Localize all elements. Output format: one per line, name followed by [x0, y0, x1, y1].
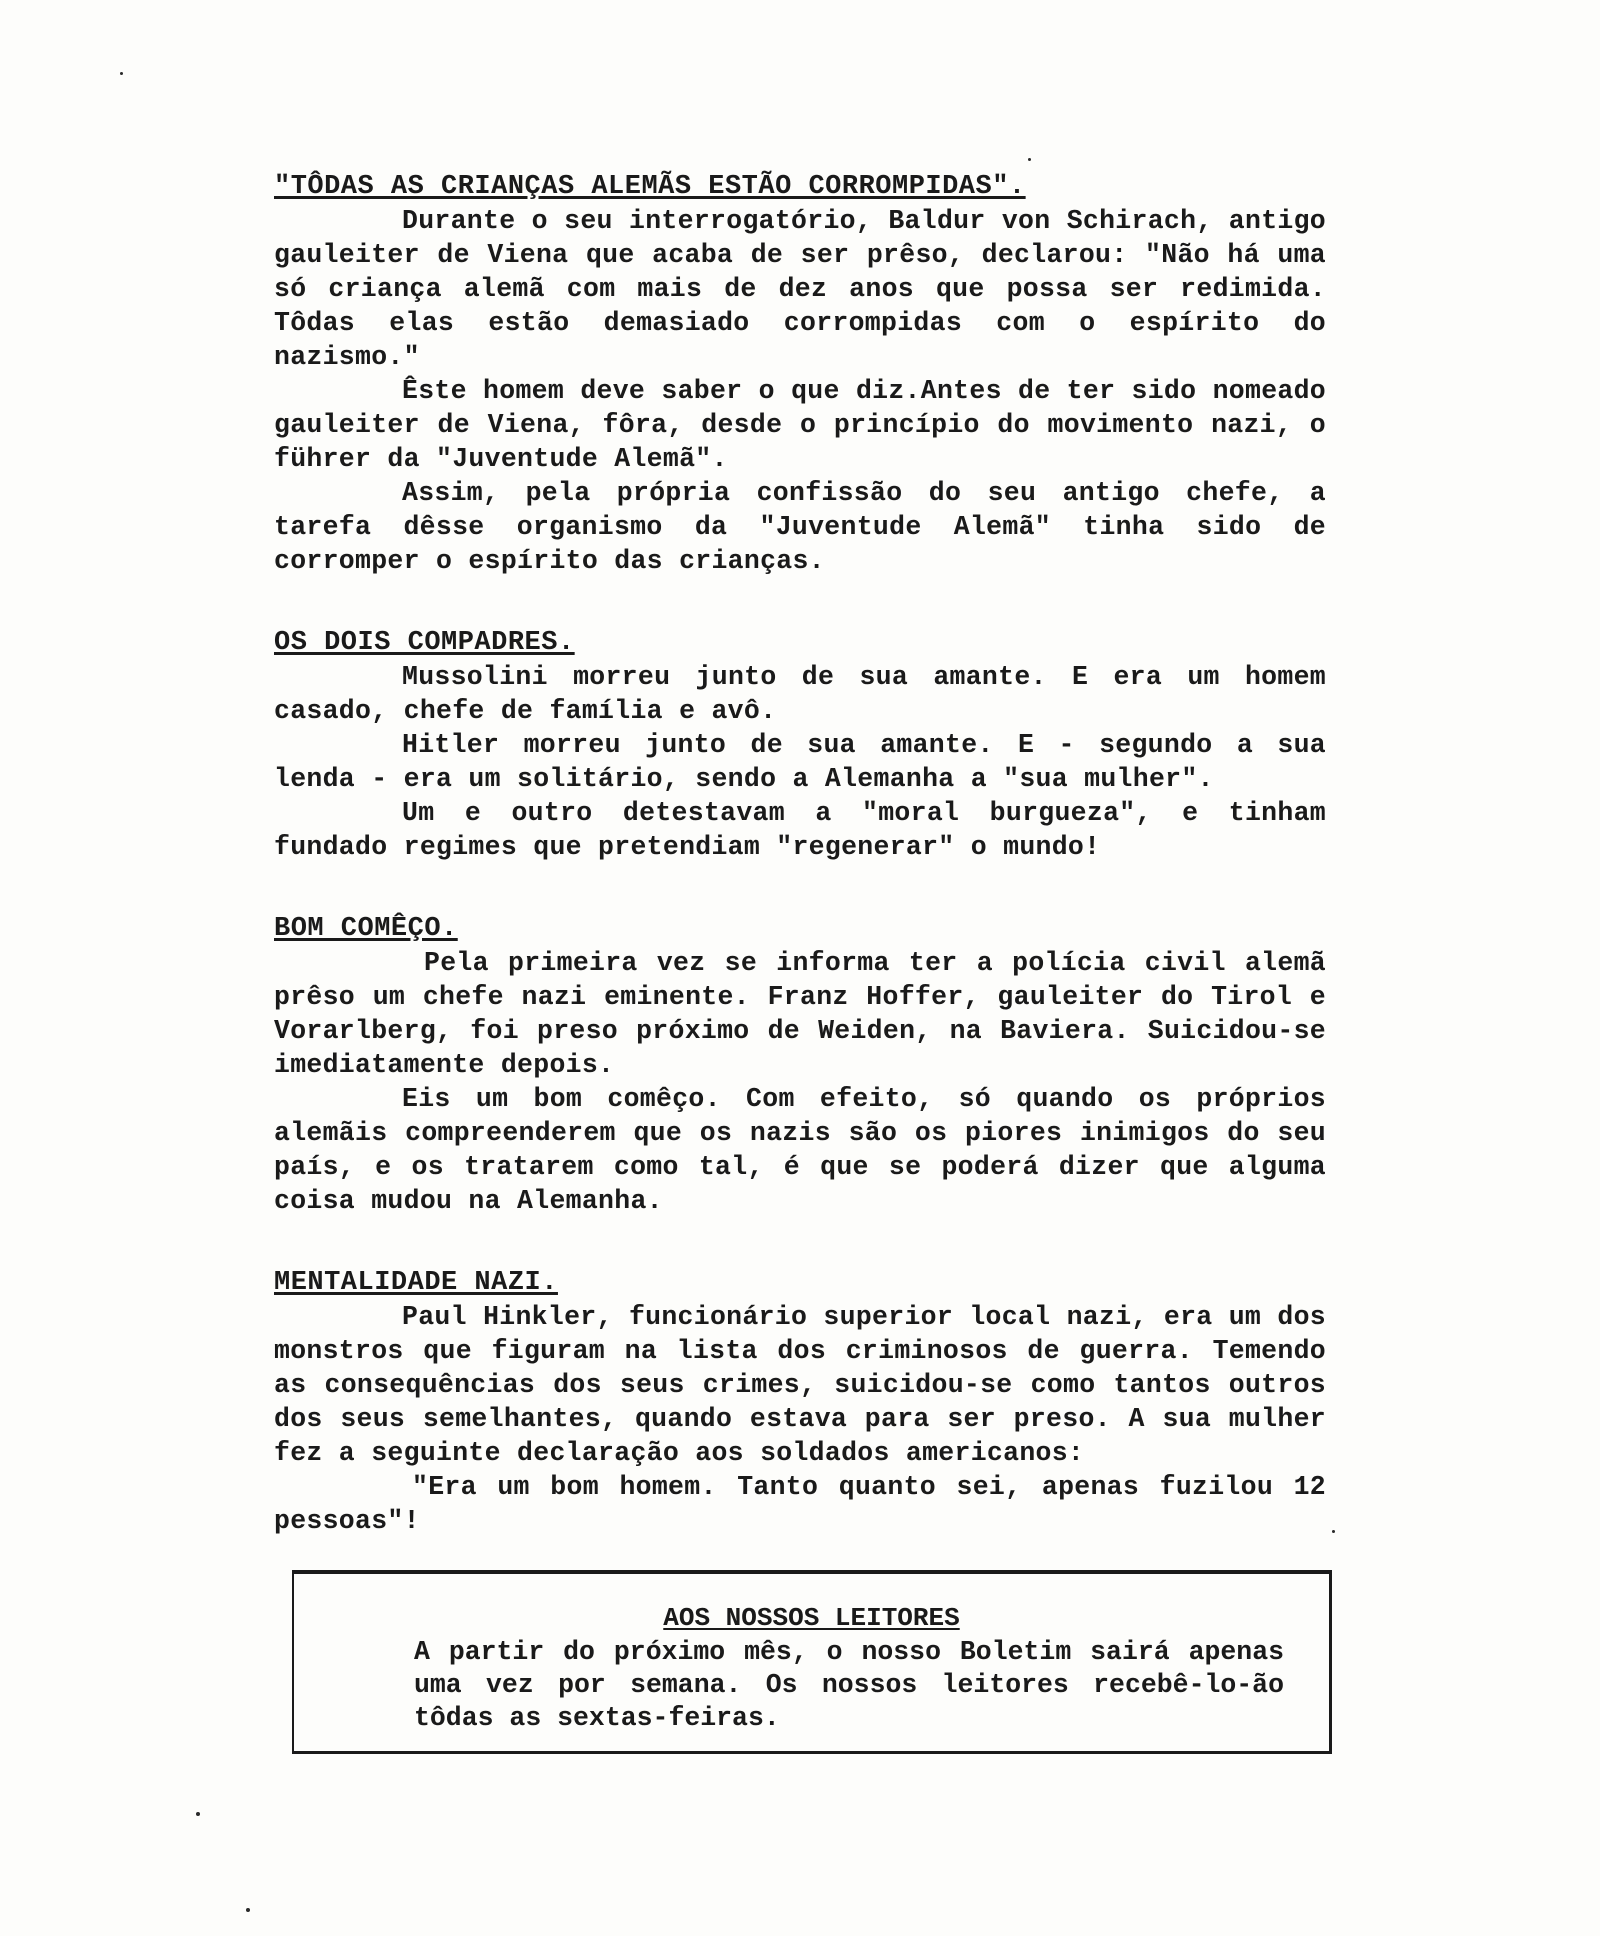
paragraph: Durante o seu interrogatório, Baldur von Schirach, antigo gauleiter de Viena que acaba de ser prêso, declarou: "Não há uma só criança alemã com mais de dez anos que possa ser redimida. Tôdas elas estão demasiado corrompidas com o espírito do nazismo."	[274, 206, 1326, 372]
paragraph: Pela primeira vez se informa ter a polícia civil alemã prêso um chefe nazi eminente. Franz Hoffer, gauleiter do Tirol e Vorarlberg, foi preso próximo de Weiden, na Baviera. Suicidou-se imediatamente depois.	[274, 948, 1326, 1080]
notice-body: A partir do próximo mês, o nosso Boletim sairá apenas uma vez por semana. Os nossos leitores recebê-lo-ão tôdas as sextas-feiras.	[414, 1637, 1284, 1733]
section-compadres	[274, 626, 1326, 864]
paragraph: Mussolini morreu junto de sua amante. E era um homem casado, chefe de família e avô.	[274, 662, 1326, 726]
paper-speck	[120, 72, 123, 75]
article-body	[274, 170, 1326, 1586]
paper-speck	[1028, 158, 1031, 161]
paragraph: Um e outro detestavam a "moral burgueza", e tinham fundado regimes que pretendiam "regenerar" o mundo!	[274, 798, 1326, 862]
section-criancas	[274, 170, 1326, 578]
quote-paragraph: "Era um bom homem. Tanto quanto sei, apenas fuzilou 12 pessoas"!	[274, 1472, 1326, 1536]
paragraph: Hitler morreu junto de sua amante. E - segundo a sua lenda - era um solitário, sendo a Alemanha a "sua mulher".	[274, 730, 1326, 794]
paper-speck	[196, 1812, 200, 1816]
notice-title: AOS NOSSOS LEITORES	[663, 1603, 960, 1633]
paragraph: Eis um bom comêço. Com efeito, só quando os próprios alemãis compreenderem que os nazis são os piores inimigos do seu país, e os tratarem como tal, é que se poderá dizer que alguma coisa mudou na Alemanha.	[274, 1084, 1326, 1216]
section-mentalidade	[274, 1266, 1326, 1538]
section-heading: OS DOIS COMPADRES.	[274, 628, 575, 658]
section-heading: "TÔDAS AS CRIANÇAS ALEMÃS ESTÃO CORROMPIDAS".	[274, 172, 1026, 202]
paragraph: Êste homem deve saber o que diz.Antes de ter sido nomeado gauleiter de Viena, fôra, desde o princípio do movimento nazi, o führer da "Juventude Alemã".	[274, 376, 1326, 474]
section-heading: BOM COMÊÇO.	[274, 914, 458, 944]
section-bom-comeco	[274, 912, 1326, 1218]
paragraph: Paul Hinkler, funcionário superior local nazi, era um dos monstros que figuram na lista dos criminosos de guerra. Temendo as consequências dos seus crimes, suicidou-se como tantos outros dos seus semelhantes, quando estava para ser preso. A sua mulher fez a seguinte declaração aos soldados americanos:	[274, 1302, 1326, 1468]
paper-speck	[1332, 1530, 1335, 1533]
section-heading: MENTALIDADE NAZI.	[274, 1268, 558, 1298]
readers-notice-box	[292, 1570, 1332, 1754]
paper-speck	[246, 1908, 250, 1912]
paragraph: Assim, pela própria confissão do seu antigo chefe, a tarefa dêsse organismo da "Juventude Alemã" tinha sido de corromper o espírito das crianças.	[274, 478, 1326, 576]
